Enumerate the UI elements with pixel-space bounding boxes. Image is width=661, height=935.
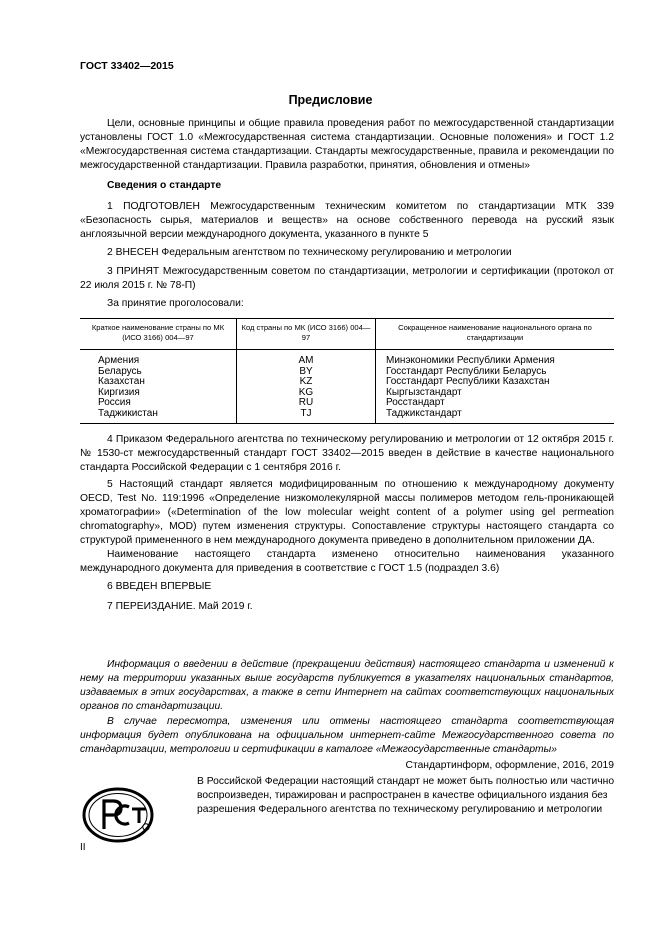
info-paragraph-revision: В случае пересмотра, изменения или отмены настоящего стандарта соответствующая информация будет опубликована на официальном интернет-сайте Межгосударственного совета по стандартизации, метрологии и сертификации в каталоге «Межгосударственные стандарты» <box>80 716 614 755</box>
item-1: 1 ПОДГОТОВЛЕН Межгосударственным техническим комитетом по стандартизации МТК 339 «Безопасность сырья, материалов и веществ» на основе собственного перевода на русский язык англоязычной версии международного документа, указанного в пункте 5 <box>80 201 614 240</box>
country-cell: Казахстан <box>98 376 145 387</box>
page-title: Предисловие <box>288 93 373 107</box>
item-2: 2 ВНЕСЕН Федеральным агентством по техническому регулированию и метрологии <box>107 247 512 258</box>
body-cell: Росстандарт <box>376 398 615 409</box>
table-row <box>80 409 614 424</box>
item-6: 6 ВВЕДЕН ВПЕРВЫЕ <box>107 581 212 592</box>
document-code: ГОСТ 33402—2015 <box>80 60 174 72</box>
table-row <box>80 388 614 399</box>
code-cell: KG <box>237 388 376 399</box>
item-5: 5 Настоящий стандарт является модифицированным по отношению к международному документу OECD, Test No. 119:1996 «Определение низкомолекулярной массы полимеров методом гель-проникающей хроматографии» («Determination of the low molecular weight content of a polymer using gel permeation chromatography», MOD) путем изменения структуры. Сопоставление структуры настоящего стандарта со структурой примененного в нем международного документа приведено в дополнительном приложении ДА. <box>80 479 614 546</box>
body-cell: Госстандарт Республики Беларусь <box>376 367 615 378</box>
item-4: 4 Приказом Федерального агентства по техническому регулированию и метрологии от 12 октября 2015 г. № 1530-ст межгосударственный стандарт ГОСТ 33402—2015 введен в действие в качестве национального стандарта Российской Федерации с 1 сентября 2016 г. <box>80 434 614 473</box>
code-cell: TJ <box>237 409 376 424</box>
country-cell: Армения <box>98 355 140 366</box>
table-row <box>80 350 614 367</box>
code-cell: AM <box>237 350 376 367</box>
body-cell: Таджикстандарт <box>376 409 615 424</box>
body-cell: Госстандарт Республики Казахстан <box>376 377 615 388</box>
country-cell: Россия <box>98 397 131 408</box>
column-header-country: Краткое наименование страны по МК (ИСО 3166) 004—97 <box>80 319 237 350</box>
publisher-line: Стандартинформ, оформление, 2016, 2019 <box>405 760 614 771</box>
country-cell: Киргизия <box>98 386 140 398</box>
country-cell: Беларусь <box>98 365 142 377</box>
vote-label: За принятие проголосовали: <box>107 298 244 309</box>
column-header-code: Код страны по МК (ИСО 3166) 004—97 <box>237 319 376 350</box>
column-header-body: Сокращенное наименование национального органа по стандартизации <box>376 319 615 350</box>
table-row <box>80 398 614 409</box>
item-7: 7 ПЕРЕИЗДАНИЕ. Май 2019 г. <box>107 601 253 612</box>
item-3: 3 ПРИНЯТ Межгосударственным советом по стандартизации, метрологии и сертификации (протокол от 22 июля 2015 г. № 78-П) <box>80 266 614 291</box>
item-5-note: Наименование настоящего стандарта изменено относительно наименования указанного международного документа для приведения в соответствие с ГОСТ 1.5 (подраздел 3.6) <box>80 549 614 574</box>
intro-paragraph: Цели, основные принципы и общие правила проведения работ по межгосударственной стандартизации установлены ГОСТ 1.0 «Межгосударственная система стандартизации. Основные положения» и ГОСТ 1.2 «Межгосударственная система стандартизации. Стандарты межгосударственные, правила и рекомендации по межгосударственной стандартизации. Правила разработки, принятия, обновления и отмены» <box>80 118 614 171</box>
code-cell: RU <box>237 398 376 409</box>
body-cell: Кыргызстандарт <box>376 388 615 399</box>
info-paragraph: Информация о введении в действие (прекращении действия) настоящего стандарта и изменений к нему на территории указанных выше государств публикуется в указателях национальных стандартов, издаваемых в этих государствах, а также в сети Интернет на сайтах соответствующих национальных органов по стандартизации. <box>80 659 614 712</box>
table-row <box>80 377 614 388</box>
voting-table <box>80 318 614 424</box>
section-subheading: Сведения о стандарте <box>107 180 222 191</box>
page-number: II <box>80 842 86 853</box>
code-cell: BY <box>237 367 376 378</box>
rst-logo-icon <box>80 785 160 845</box>
country-cell: Таджикистан <box>80 409 237 424</box>
copyright-notice: В Российской Федерации настоящий стандарт не может быть полностью или частично воспроизведен, тиражирован и распространен в качестве официального издания без разрешения Федерального агентства по техническому регулированию и метрологии <box>197 776 615 815</box>
body-cell: Минэкономики Республики Армения <box>376 350 615 367</box>
code-cell: KZ <box>237 377 376 388</box>
